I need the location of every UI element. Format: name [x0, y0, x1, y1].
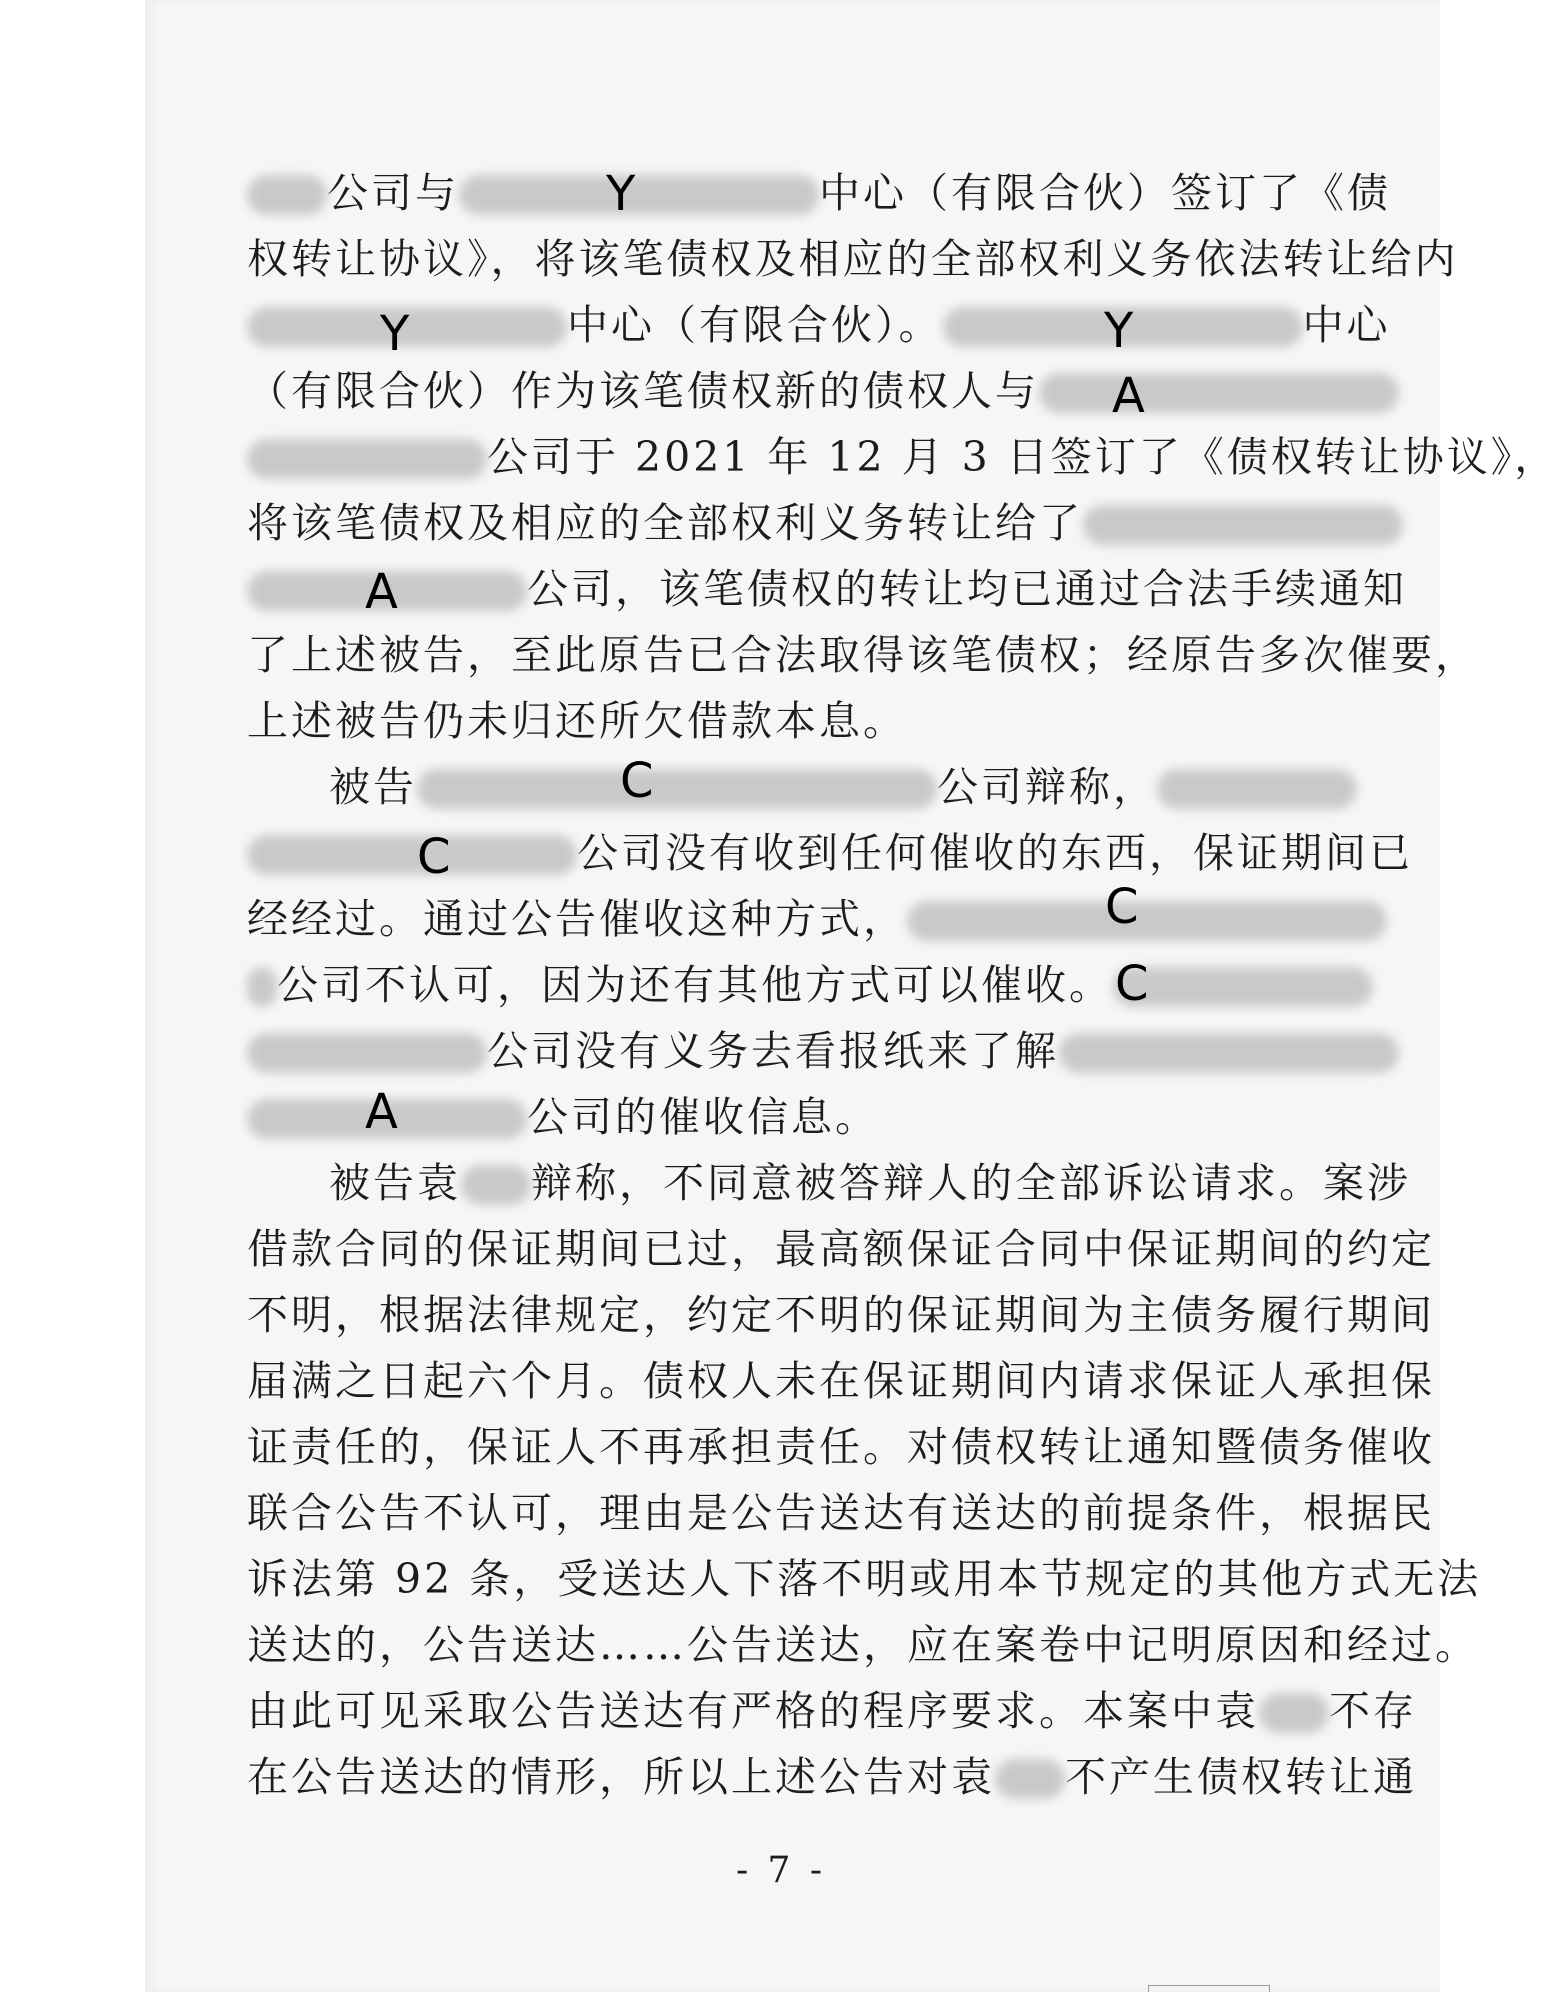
text-segment: 诉法第 92 条，受送达人下落不明或用本节规定的其他方式无法	[247, 1555, 1482, 1603]
page-number: - 7 -	[735, 1850, 827, 1891]
text-segment: 中心（有限合伙）。	[567, 301, 943, 349]
text-segment: 公司没有义务去看报纸来了解	[487, 1027, 1059, 1075]
text-segment: 公司的催收信息。	[527, 1093, 879, 1141]
redaction-label: C	[417, 829, 451, 885]
text-line	[247, 1018, 1347, 1084]
text-segment: 被告袁	[329, 1159, 461, 1207]
text-segment: 公司于 2021 年 12 月 3 日签订了《债权转让协议》，	[487, 433, 1559, 481]
redacted-text	[247, 1033, 487, 1073]
text-line	[247, 754, 1347, 820]
text-segment: 辩称，不同意被答辩人的全部诉讼请求。案涉	[531, 1159, 1411, 1207]
text-line	[247, 688, 1347, 754]
text-line	[247, 1546, 1482, 1612]
redacted-text	[995, 1759, 1065, 1799]
text-line	[247, 1414, 1435, 1480]
text-line	[247, 1612, 1479, 1678]
text-line	[247, 1282, 1435, 1348]
text-line	[247, 424, 1559, 490]
text-line	[247, 1678, 1417, 1744]
redaction-label: A	[365, 564, 398, 620]
text-line	[247, 886, 1347, 952]
text-segment: （有限合伙）作为该笔债权新的债权人与	[247, 367, 1039, 415]
text-line	[247, 1744, 1417, 1810]
redacted-text	[417, 769, 937, 809]
text-segment: 中心	[1302, 301, 1391, 349]
text-segment: 不产生债权转让通	[1065, 1753, 1417, 1801]
text-line	[247, 1480, 1435, 1546]
text-line	[247, 820, 1413, 886]
text-segment: 由此可见采取公告送达有严格的程序要求。本案中袁	[247, 1687, 1259, 1735]
document-body	[247, 160, 1559, 1810]
redacted-text	[907, 901, 1387, 941]
redaction-label: C	[620, 753, 654, 809]
text-line	[247, 556, 1407, 622]
text-segment: 届满之日起六个月。债权人未在保证期间内请求保证人承担保	[247, 1357, 1435, 1405]
redacted-text	[1059, 1033, 1399, 1073]
text-segment: 上述被告仍未归还所欠借款本息。	[247, 697, 907, 745]
text-segment: 公司辩称，	[937, 763, 1157, 811]
text-line	[247, 1150, 1411, 1216]
redaction-label: C	[1105, 879, 1139, 935]
text-segment: 公司没有收到任何催收的东西，保证期间已	[577, 829, 1413, 877]
redacted-text	[247, 175, 327, 215]
redacted-text	[247, 967, 277, 1007]
text-segment: 证责任的，保证人不再承担责任。对债权转让通知暨债务催收	[247, 1423, 1435, 1471]
text-line	[247, 1216, 1435, 1282]
redaction-label: Y	[1104, 303, 1134, 359]
text-segment: 公司，该笔债权的转让均已通过合法手续通知	[527, 565, 1407, 613]
text-line	[247, 622, 1479, 688]
text-segment: 在公告送达的情形，所以上述公告对袁	[247, 1753, 995, 1801]
redacted-text	[1157, 769, 1357, 809]
redacted-text	[247, 439, 487, 479]
text-segment: 中心（有限合伙）签订了《债	[819, 169, 1391, 217]
redaction-label: Y	[380, 306, 410, 362]
text-segment: 不明，根据法律规定，约定不明的保证期间为主债务履行期间	[247, 1291, 1435, 1339]
text-segment: 公司与	[327, 169, 459, 217]
text-segment: 联合公告不认可，理由是公告送达有送达的前提条件，根据民	[247, 1489, 1435, 1537]
text-line	[247, 490, 1347, 556]
redacted-text	[247, 835, 577, 875]
redaction-label: C	[1115, 956, 1149, 1012]
text-segment: 公司不认可，因为还有其他方式可以催收。	[277, 961, 1113, 1009]
text-line	[247, 1084, 1347, 1150]
redacted-text	[461, 1165, 531, 1205]
text-segment: 借款合同的保证期间已过，最高额保证合同中保证期间的约定	[247, 1225, 1435, 1273]
text-segment: 权转让协议》，将该笔债权及相应的全部权利义务依法转让给内	[247, 235, 1459, 283]
text-line	[247, 952, 1347, 1018]
text-segment: 将该笔债权及相应的全部权利义务转让给了	[247, 499, 1083, 547]
text-line	[247, 358, 1347, 424]
redacted-text	[1083, 505, 1403, 545]
text-line	[247, 1348, 1435, 1414]
text-segment: 不存	[1329, 1687, 1417, 1735]
redacted-text	[1259, 1693, 1329, 1733]
text-line	[247, 292, 1391, 362]
corner-mark	[1148, 1985, 1270, 1992]
text-segment: 经经过。通过公告催收这种方式，	[247, 895, 907, 943]
text-segment: 被告	[329, 763, 417, 811]
redaction-label: A	[365, 1084, 398, 1140]
redacted-text	[1039, 373, 1399, 413]
redaction-label: A	[1112, 368, 1145, 424]
redacted-text	[1113, 967, 1373, 1007]
redacted-text	[459, 175, 819, 215]
text-line	[247, 226, 1459, 292]
text-line	[247, 160, 1391, 226]
redaction-label: Y	[606, 166, 636, 222]
text-segment: 了上述被告，至此原告已合法取得该笔债权；经原告多次催要，	[247, 631, 1479, 679]
text-segment: 送达的，公告送达……公告送达，应在案卷中记明原因和经过。	[247, 1621, 1479, 1669]
